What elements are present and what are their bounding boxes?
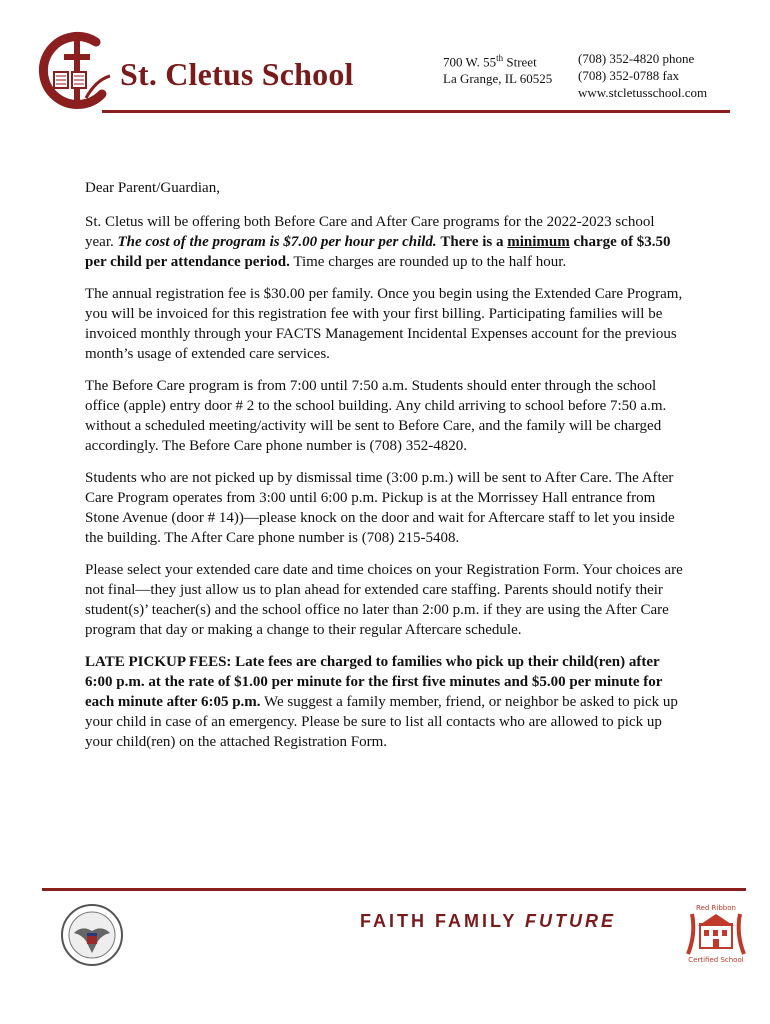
paragraph-late-pickup-fees: LATE PICKUP FEES: Late fees are charged to families who pick up their child(ren) after 6:00 p.m. at the rate of $1.00 per minute for the first five minutes and $5.00 per minute for each minute after 6:05 p.m. We suggest a family member, friend, or neighbor be asked to pick up your child in case of an emergency. Please be sure to list all contacts who are allowed to pick up your child(ren) on the attached Registration Form. [85,654,678,750]
eagle-seal-icon [60,903,124,967]
website-link[interactable]: www.stcletusschool.com [578,85,708,100]
paragraph-program-cost: St. Cletus will be offering both Before Care and After Care programs for the 2022-2023 school year. The cost of the program is $7.00 per hour per child. There is a minimum charge of $3.50 per child per attendance period. Time charges are rounded up to the half hour. [85,214,671,270]
school-motto: FAITH FAMILY FUTURE [360,911,617,931]
school-crest-icon [34,28,114,114]
letter-body [85,178,685,764]
school-name: St. Cletus School [120,56,354,92]
school-contact [578,50,707,101]
header-divider [102,110,730,113]
paragraph-registration-form: Please select your extended care date and time choices on your Registration Form. Your choices are not final—they just allow us to plan ahead for extended care staffing. Parents should notify their student(s)’ teacher(s) and the school office no later than 2:00 p.m. if they are using the After Care program that day or making a change to their regular Aftercare schedule. [85,562,683,638]
ribbon-text-top: Red Ribbon [696,904,736,912]
phone-number: (708) 352-4820 phone [578,51,695,66]
address-line-2: La Grange, IL 60525 [443,71,553,87]
ribbon-text-bottom: Certified School [688,956,744,964]
paragraph-after-care: Students who are not picked up by dismissal time (3:00 p.m.) will be sent to After Care. The After Care Program operates from 3:00 until 6:00 p.m. Pickup is at the Morrissey Hall entrance from Stone Avenue (door # 14))—please knock on the door and wait for Aftercare staff to let you inside the building. The After Care phone number is (708) 215-5408. [85,470,675,546]
paragraph-before-care: The Before Care program is from 7:00 until 7:50 a.m. Students should enter through the school office (apple) entry door # 2 to the school building. Any child arriving to school before 7:50 a.m. without a scheduled meeting/activity will be sent to Before Care, and the family will be charged accordingly. The Before Care phone number is (708) 352-4820. [85,378,667,454]
address-line-1: 700 W. 55th Street [443,53,537,70]
fax-number: (708) 352-0788 fax [578,68,680,83]
school-address [443,50,552,87]
paragraph-registration-fee: The annual registration fee is $30.00 per family. Once you begin using the Extended Care Program, you will be invoiced for this registration fee with your first billing. Participating families will be invoiced monthly through your FACTS Management Incidental Expenses account for the previous month’s usage of extended care services. [85,286,683,362]
footer-divider [42,888,746,891]
salutation: Dear Parent/Guardian, [85,180,220,196]
red-ribbon-certified-school-icon [684,904,748,970]
